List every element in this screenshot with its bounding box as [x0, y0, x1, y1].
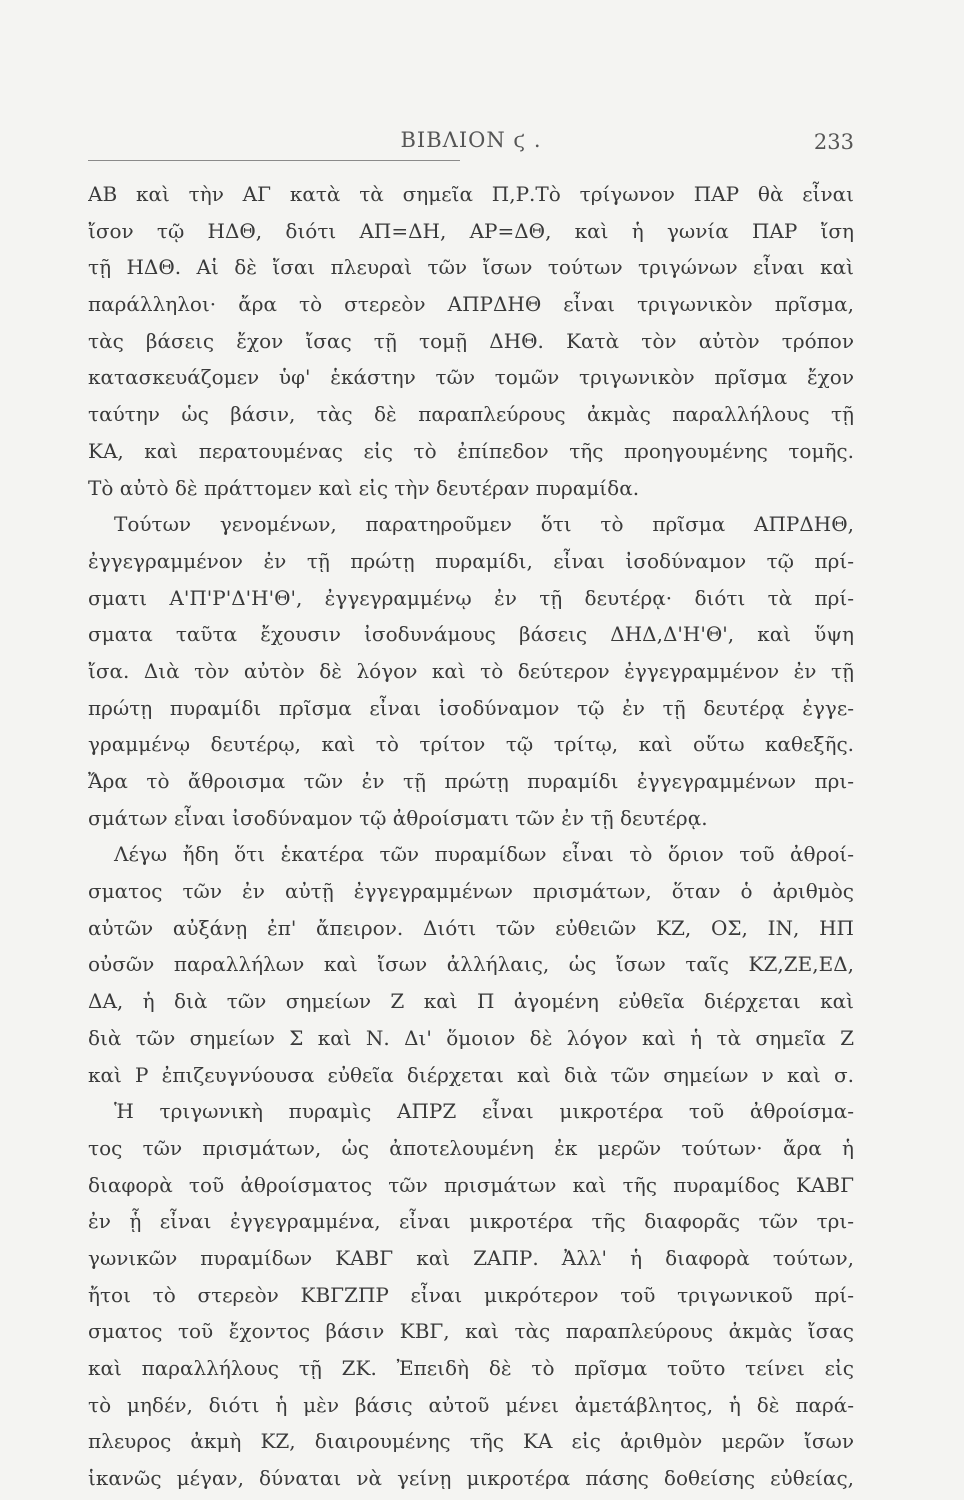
body-text	[88, 176, 854, 1497]
text-line: σμάτων εἶναι ἰσοδύναμον τῷ ἀθροίσματι τῶν ἐν τῇ δευτέρᾳ.	[88, 805, 708, 830]
text-line: ἐν ᾗ εἶναι ἐγγεγραμμένα, εἶναι μικροτέρα τῆς διαφορᾶς τῶν τρι-	[88, 1209, 854, 1234]
text-line: οὐσῶν παραλλήλων καὶ ἴσων ἀλλήλαις, ὡς ἴσων ταῖς ΚΖ,ΖΕ,ΕΔ,	[88, 952, 854, 977]
text-line: διὰ τῶν σημείων Σ καὶ Ν. Δι' ὅμοιον δὲ λόγον καὶ ἡ τὰ σημεῖα Ζ	[88, 1025, 854, 1050]
text-line: ἱκανῶς μέγαν, δύναται νὰ γείνῃ μικροτέρα πάσης δοθείσης εὐθείας,	[88, 1466, 854, 1491]
text-line: ΑΒ καὶ τὴν ΑΓ κατὰ τὰ σημεῖα Π,Ρ.Τὸ τρίγωνον ΠΑΡ θὰ εἶναι	[88, 182, 854, 206]
text-line: αὐτῶν αὐξάνῃ ἐπ' ἄπειρον. Διότι τῶν εὐθειῶν ΚΖ, ΟΣ, ΙΝ, ΗΠ	[88, 915, 854, 940]
text-line: σματα ταῦτα ἔχουσιν ἰσοδυνάμους βάσεις ΔΗΔ,Δ'Η'Θ', καὶ ὕψη	[88, 622, 854, 647]
text-line: ἐγγεγραμμένον ἐν τῇ πρώτῃ πυραμίδι, εἶναι ἰσοδύναμον τῷ πρί-	[88, 548, 854, 573]
text-line: ἴσα. Διὰ τὸν αὐτὸν δὲ λόγον καὶ τὸ δεύτερον ἐγγεγραμμένον ἐν τῇ	[88, 658, 854, 683]
text-line: τῇ ΗΔΘ. Αἱ δὲ ἴσαι πλευραὶ τῶν ἴσων τούτων τριγώνων εἶναι καὶ	[88, 255, 854, 280]
text-line: Τούτων γενομένων, παρατηροῦμεν ὅτι τὸ πρῖσμα ΑΠΡΔΗΘ,	[114, 512, 854, 537]
page-number: 233	[813, 130, 854, 154]
text-line: παράλληλοι· ἄρα τὸ στερεὸν ΑΠΡΔΗΘ εἶναι τριγωνικὸν πρῖσμα,	[88, 292, 854, 317]
text-line: διαφορὰ τοῦ ἀθροίσματος τῶν πρισμάτων καὶ τῆς πυραμίδος ΚΑΒΓ	[88, 1172, 854, 1197]
text-line: Ἄρα τὸ ἄθροισμα τῶν ἐν τῇ πρώτῃ πυραμίδι ἐγγεγραμμένων πρι-	[88, 769, 854, 793]
text-line: κατασκευάζομεν ὑφ' ἑκάστην τῶν τομῶν τριγωνικὸν πρῖσμα ἔχον	[88, 365, 854, 390]
text-line: πρώτῃ πυραμίδι πρῖσμα εἶναι ἰσοδύναμον τῷ ἐν τῇ δευτέρᾳ ἐγγε-	[88, 695, 854, 720]
text-line: γωνικῶν πυραμίδων ΚΑΒΓ καὶ ΖΑΠΡ. Ἀλλ' ἡ διαφορὰ τούτων,	[88, 1245, 854, 1270]
text-line: ἤτοι τὸ στερεὸν ΚΒΓΖΠΡ εἶναι μικρότερον τοῦ τριγωνικοῦ πρί-	[88, 1282, 854, 1307]
page-header	[88, 128, 854, 162]
text-line: ΔΑ, ἡ διὰ τῶν σημείων Ζ καὶ Π ἀγομένη εὐθεῖα διέρχεται καὶ	[88, 989, 854, 1014]
text-line: ταύτην ὡς βάσιν, τὰς δὲ παραπλεύρους ἀκμὰς παραλλήλους τῇ	[88, 402, 854, 427]
text-line: τὸ μηδέν, διότι ἡ μὲν βάσις αὐτοῦ μένει ἀμετάβλητος, ἡ δὲ παρά-	[88, 1392, 854, 1417]
running-title: ΒΙΒΛΙΟΝ ϛ .	[400, 128, 542, 152]
text-line: τὰς βάσεις ἔχον ἴσας τῇ τομῇ ΔΗΘ. Κατὰ τὸν αὐτὸν τρόπον	[88, 328, 854, 353]
text-line: Τὸ αὐτὸ δὲ πράττομεν καὶ εἰς τὴν δευτέραν πυραμίδα.	[88, 475, 640, 500]
text-line: ἴσον τῷ ΗΔΘ, διότι ΑΠ=ΔΗ, ΑΡ=ΔΘ, καὶ ἡ γωνία ΠΑΡ ἴση	[88, 218, 854, 243]
text-line: σματος τοῦ ἔχοντος βάσιν ΚΒΓ, καὶ τὰς παραπλεύρους ἀκμὰς ἴσας	[88, 1319, 854, 1344]
text-line: ΚΑ, καὶ περατουμένας εἰς τὸ ἐπίπεδον τῆς προηγουμένης τομῆς.	[88, 438, 854, 463]
text-line: γραμμένῳ δευτέρῳ, καὶ τὸ τρίτον τῷ τρίτῳ, καὶ οὕτω καθεξῆς.	[88, 732, 854, 757]
text-line: καὶ Ρ ἐπιζευγνύουσα εὐθεῖα διέρχεται καὶ διὰ τῶν σημείων ν καὶ σ.	[88, 1062, 854, 1087]
header-rule	[88, 160, 460, 161]
text-line: καὶ παραλλήλους τῇ ΖΚ. Ἐπειδὴ δὲ τὸ πρῖσμα τοῦτο τείνει εἰς	[88, 1356, 854, 1380]
text-line: σματι Α'Π'Ρ'Δ'Η'Θ', ἐγγεγραμμένῳ ἐν τῇ δευτέρᾳ· διότι τὰ πρί-	[88, 585, 854, 610]
text-line: σματος τῶν ἐν αὐτῇ ἐγγεγραμμένων πρισμάτων, ὅταν ὁ ἀριθμὸς	[88, 879, 854, 904]
text-line: Λέγω ἤδη ὅτι ἑκατέρα τῶν πυραμίδων εἶναι τὸ ὅριον τοῦ ἀθροί-	[114, 842, 854, 867]
text-line: Ἡ τριγωνικὴ πυραμὶς ΑΠΡΖ εἶναι μικροτέρα τοῦ ἀθροίσμα-	[114, 1099, 854, 1124]
text-line: πλευρος ἀκμὴ ΚΖ, διαιρουμένης τῆς ΚΑ εἰς ἀριθμὸν μερῶν ἴσων	[88, 1429, 854, 1454]
text-line: τος τῶν πρισμάτων, ὡς ἀποτελουμένη ἐκ μερῶν τούτων· ἄρα ἡ	[88, 1135, 854, 1160]
